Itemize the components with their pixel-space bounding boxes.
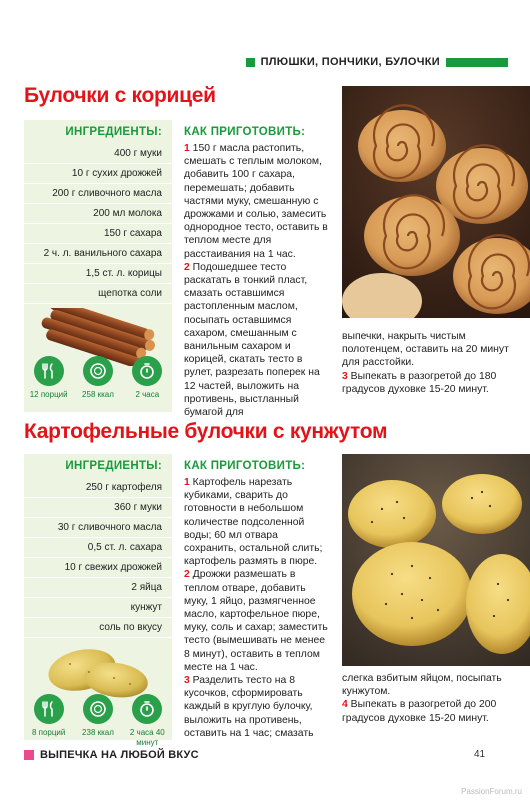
plate-icon	[83, 694, 113, 724]
fork-knife-icon	[34, 356, 64, 386]
method-step: 2 Дрожжи размешать в теплом отваре, добавить муку, 1 яйцо, размягченное масло, картофельное пюре, муку, соль и сахар; заместить тесто (вымешивать не менее 8 минут), оставить в теплом месте на 1 час.	[184, 569, 328, 673]
ingredient-item: щепотка соли	[24, 284, 172, 304]
method-continuation: слегка взбитым яйцом, посыпать кунжутом.	[342, 673, 502, 698]
ingredients-list	[24, 144, 172, 304]
servings-value: 12 порций	[29, 390, 68, 399]
cinnamon-rolls-photo	[342, 86, 530, 318]
method-continuation: выпечки, накрыть чистым полотенцем, оставить на 20 минут для расстойки.	[342, 331, 509, 369]
method-steps-cinnamon	[184, 142, 332, 419]
stats-row-potato	[24, 694, 172, 747]
time-stat	[125, 356, 169, 400]
servings-stat	[27, 356, 71, 400]
ingredient-item: 0,5 ст. л. сахара	[24, 538, 172, 558]
ingredient-item: кунжут	[24, 598, 172, 618]
time-stat	[125, 694, 169, 747]
ingredient-item: 200 мл молока	[24, 204, 172, 224]
plate-icon	[83, 356, 113, 386]
ingredient-item: 30 г сливочного масла	[24, 518, 172, 538]
time-value: 2 часа	[135, 390, 160, 399]
watermark: PassionForum.ru	[461, 787, 522, 796]
ingredient-item: соль по вкусу	[24, 618, 172, 638]
method-step: 3 Выпекать в разогретой до 180 градусов духовке 15-20 минут.	[342, 370, 497, 395]
servings-stat	[27, 694, 71, 747]
stopwatch-icon	[132, 356, 162, 386]
recipe-title-potato: Картофельные булочки с кунжутом	[24, 420, 388, 443]
method-continuation-cinnamon	[342, 330, 512, 396]
potato-buns-photo	[342, 454, 530, 666]
section-bar	[446, 58, 508, 67]
stats-row-cinnamon	[24, 356, 172, 400]
ingredient-item: 2 ч. л. ванильного сахара	[24, 244, 172, 264]
ingredient-item: 200 г сливочного масла	[24, 184, 172, 204]
calories-stat	[76, 356, 120, 400]
calories-stat	[76, 694, 120, 747]
footer-square	[24, 750, 34, 760]
footer	[24, 749, 199, 761]
ingredient-item: 150 г сахара	[24, 224, 172, 244]
method-step: 1 150 г масла растопить, смешать с теплым молоком, добавить 100 г сахара, перемешать; добавить частями муку, смешанную с дрожжами и солью, замесить однородное тесто, оставить в теплом месте для расстаивания на 1 час.	[184, 143, 328, 260]
method-steps-potato	[184, 476, 332, 740]
method-heading-cinnamon: КАК ПРИГОТОВИТЬ:	[184, 126, 306, 138]
calories-value: 258 ккал	[82, 390, 114, 399]
ingredients-heading: ИНГРЕДИЕНТЫ:	[65, 126, 162, 138]
ingredients-heading: ИНГРЕДИЕНТЫ:	[65, 460, 162, 472]
method-step: 3 Разделить тесто на 8 кусочков, сформировать каждый в круглую булочку, выложить на противень, оставить на 1 час; смазать	[184, 675, 314, 739]
ingredient-item: 10 г сухих дрожжей	[24, 164, 172, 184]
servings-value: 8 порций	[31, 728, 66, 737]
method-step: 2 Подошедшее тесто раскатать в тонкий пласт, смазать оставшимся растопленным маслом, посыпать оставшимся сахаром, смешанным с ванильным сахаром и корицей, скатать тесто в рулет, разрезать поперек на 12 частей, выложить на противень, выстланный бумагой для	[184, 261, 320, 419]
section-title: ПЛЮШКИ, ПОНЧИКИ, БУЛОЧКИ	[260, 56, 440, 68]
ingredient-item: 2 яйца	[24, 578, 172, 598]
ingredient-item: 400 г муки	[24, 144, 172, 164]
method-continuation-potato	[342, 672, 512, 725]
stopwatch-icon	[132, 694, 162, 724]
potatoes-image	[34, 644, 162, 700]
method-heading-potato: КАК ПРИГОТОВИТЬ:	[184, 460, 306, 472]
page-number: 41	[474, 749, 486, 760]
section-tag	[246, 56, 508, 68]
footer-title: ВЫПЕЧКА НА ЛЮБОЙ ВКУС	[40, 749, 199, 761]
ingredient-item: 10 г свежих дрожжей	[24, 558, 172, 578]
ingredient-item: 250 г картофеля	[24, 478, 172, 498]
recipe-title-cinnamon: Булочки с корицей	[24, 84, 216, 107]
method-step: 4 Выпекать в разогретой до 200 градусов духовке 15-20 минут.	[342, 699, 497, 724]
time-value: 2 часа 40 минут	[129, 728, 165, 747]
ingredient-item: 360 г муки	[24, 498, 172, 518]
ingredients-list	[24, 478, 172, 638]
calories-value: 238 ккал	[82, 728, 114, 737]
method-step: 1 Картофель нарезать кубиками, сварить до готовности в небольшом количестве подсоленной воды; 60 мл отвара сохранить, остальной слить; картофель размять в пюре.	[184, 477, 323, 568]
section-square	[246, 58, 255, 67]
fork-knife-icon	[34, 694, 64, 724]
ingredient-item: 1,5 ст. л. корицы	[24, 264, 172, 284]
